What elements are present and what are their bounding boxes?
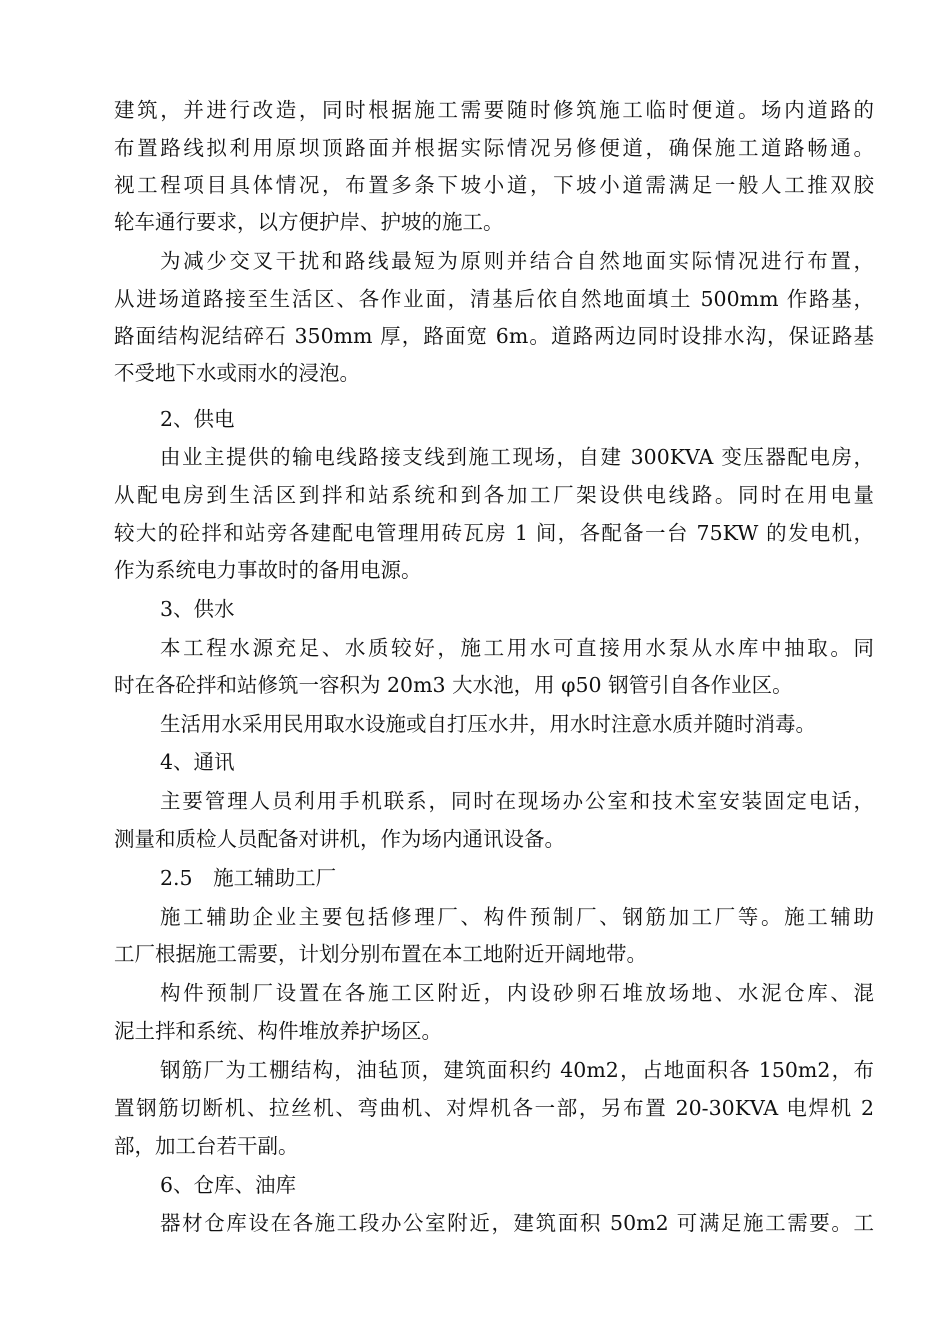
text-line: 器材仓库设在各施工段办公室附近，建筑面积 50m2 可满足施工需要。工	[160, 1211, 874, 1235]
section-heading: 2、供电	[160, 407, 235, 431]
text-line: 不受地下水或雨水的浸泡。	[114, 361, 360, 385]
text-line: 构件预制厂设置在各施工区附近，内设砂卵石堆放场地、水泥仓库、混	[160, 981, 874, 1005]
text-line: 建筑，并进行改造，同时根据施工需要随时修筑施工临时便道。场内道路的	[114, 98, 874, 122]
text-line: 由业主提供的输电线路接支线到施工现场，自建 300KVA 变压器配电房，	[160, 445, 874, 469]
text-line: 为减少交叉干扰和路线最短为原则并结合自然地面实际情况进行布置，	[160, 249, 874, 273]
text-line: 较大的砼拌和站旁各建配电管理用砖瓦房 1 间，各配备一台 75KW 的发电机，	[114, 521, 874, 545]
text-line: 部，加工台若干副。	[114, 1134, 299, 1158]
text-line: 测量和质检人员配备对讲机，作为场内通讯设备。	[114, 827, 565, 851]
text-line: 泥土拌和系统、构件堆放养护场区。	[114, 1019, 442, 1043]
text-line: 视工程项目具体情况，布置多条下坡小道，下坡小道需满足一般人工推双胶	[114, 173, 874, 197]
text-line: 路面结构泥结碎石 350mm 厚，路面宽 6m。道路两边同时设排水沟，保证路基	[114, 324, 874, 348]
text-line: 轮车通行要求，以方便护岸、护坡的施工。	[114, 210, 504, 234]
text-line: 从进场道路接至生活区、各作业面，清基后依自然地面填土 500mm 作路基，	[114, 287, 874, 311]
text-line: 生活用水采用民用取水设施或自打压水井，用水时注意水质并随时消毒。	[160, 712, 816, 736]
text-line: 布置路线拟利用原坝顶路面并根据实际情况另修便道，确保施工道路畅通。	[114, 136, 874, 160]
text-line: 施工辅助企业主要包括修理厂、构件预制厂、钢筋加工厂等。施工辅助	[160, 905, 874, 929]
text-line: 本工程水源充足、水质较好，施工用水可直接用水泵从水库中抽取。同	[160, 636, 874, 660]
section-heading: 6、仓库、油库	[160, 1173, 297, 1197]
text-line: 从配电房到生活区到拌和站系统和到各加工厂架设供电线路。同时在用电量	[114, 483, 874, 507]
section-heading: 3、供水	[160, 597, 235, 621]
text-line: 主要管理人员利用手机联系，同时在现场办公室和技术室安装固定电话，	[160, 789, 874, 813]
section-heading: 2.5 施工辅助工厂	[160, 866, 337, 890]
text-line: 置钢筋切断机、拉丝机、弯曲机、对焊机各一部，另布置 20-30KVA 电焊机 2	[114, 1096, 874, 1120]
text-line: 作为系统电力事故时的备用电源。	[114, 558, 422, 582]
section-heading: 4、通讯	[160, 750, 235, 774]
text-line: 工厂根据施工需要，计划分别布置在本工地附近开阔地带。	[114, 942, 647, 966]
text-line: 钢筋厂为工棚结构，油毡顶，建筑面积约 40m2，占地面积各 150m2，布	[160, 1058, 874, 1082]
text-line: 时在各砼拌和站修筑一容积为 20m3 大水池，用 φ50 钢管引自各作业区。	[114, 673, 793, 697]
